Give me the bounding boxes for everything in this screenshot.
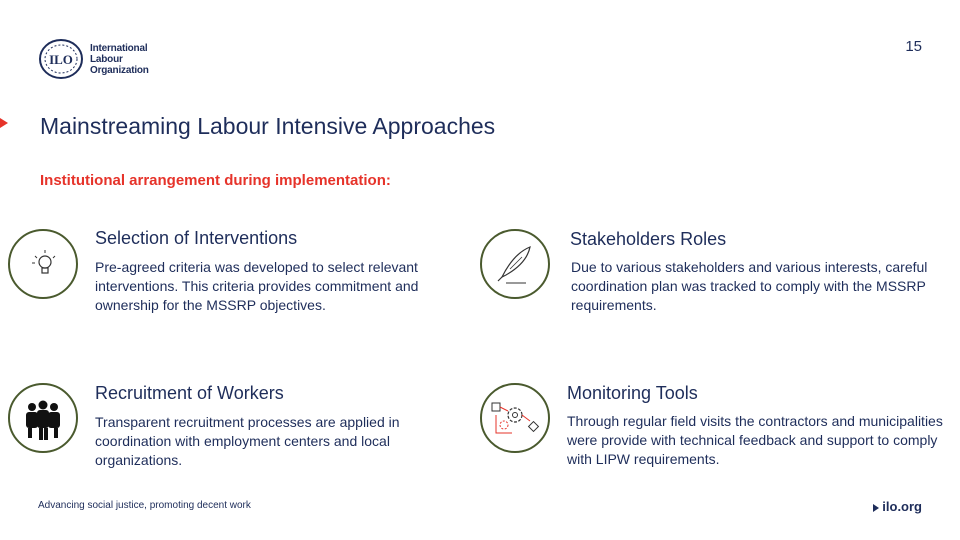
people-group-icon — [10, 385, 76, 451]
logo-line-3: Organization — [90, 64, 149, 76]
ilo-logo — [38, 38, 158, 80]
footer-website[interactable] — [873, 499, 922, 514]
quill-pen-icon — [482, 231, 548, 297]
logo-wordmark — [90, 43, 149, 76]
website-arrow-icon — [873, 504, 879, 512]
page-number: 15 — [905, 38, 922, 55]
process-circle — [480, 383, 550, 453]
title-arrow-icon — [0, 118, 8, 128]
item-body-selection: Pre-agreed criteria was developed to select relevant interventions. This criteria provides commitment and ownership for the MSSRP objectives. — [95, 259, 419, 313]
quill-circle — [480, 229, 550, 299]
lightbulb-circle — [8, 229, 78, 299]
item-heading-stakeholders: Stakeholders Roles — [570, 229, 727, 249]
item-heading-selection: Selection of Interventions — [95, 228, 298, 248]
item-heading-monitoring: Monitoring Tools — [567, 383, 698, 403]
logo-line-1: International — [90, 42, 148, 54]
svg-text:ILO: ILO — [49, 52, 73, 67]
process-gear-icon — [482, 385, 548, 451]
website-link-text[interactable]: ilo.org — [882, 499, 922, 514]
item-body-stakeholders: Due to various stakeholders and various interests, careful coordination plan was tracked to comply with the MSSRP requirements. — [571, 259, 928, 313]
item-body-recruitment: Transparent recruitment processes are applied in coordination with employment centers and local organizations. — [95, 414, 400, 468]
lightbulb-icon — [10, 231, 76, 297]
logo-line-2: Labour — [90, 53, 123, 65]
people-circle — [8, 383, 78, 453]
footer-tagline: Advancing social justice, promoting decent work — [38, 500, 251, 511]
item-heading-recruitment: Recruitment of Workers — [95, 383, 284, 403]
item-body-monitoring: Through regular field visits the contractors and municipalities were provide with technical feedback and support to comply with LIPW requirements. — [567, 413, 943, 467]
ilo-seal-icon — [38, 38, 84, 80]
page-title: Mainstreaming Labour Intensive Approaches — [40, 113, 496, 139]
section-subtitle: Institutional arrangement during implementation: — [40, 172, 391, 189]
